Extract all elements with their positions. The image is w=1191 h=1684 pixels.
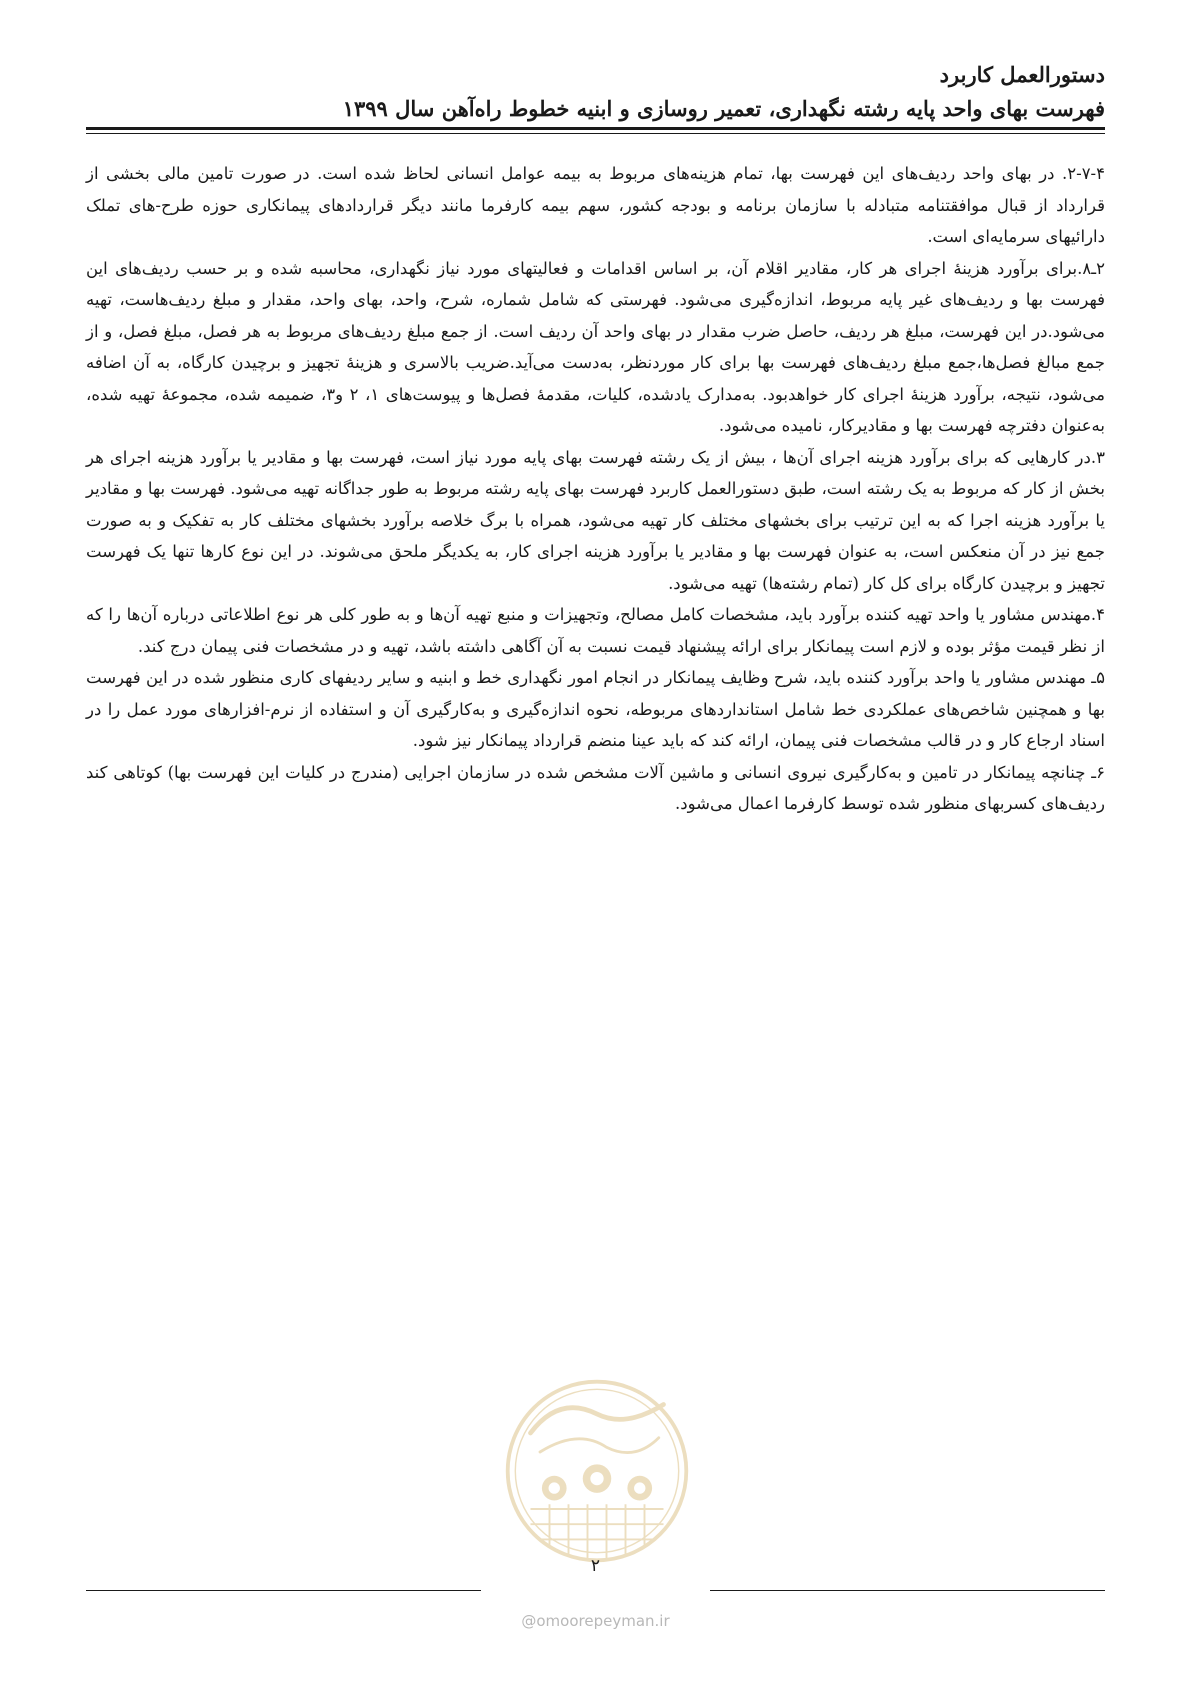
header-rule-thick	[86, 127, 1105, 130]
footer-rule-right	[710, 1590, 1105, 1591]
paragraph-2-7-4: ۲-۷-۴. در بهای واحد ردیف‌های این فهرست بها، تمام هزینه‌های مربوط به بیمه عوامل انسانی لحاظ شده است. در صورت تامین مالی بخشی از قرارداد از قبال موافقتنامه متبادله با سازمان برنامه و بودجه کشور، سهم بیمه کارفرما مانند دیگر قراردادهای پیمانکاری حوزه طرح-های تملک دارائیهای سرمایه‌ای است.	[86, 164, 1105, 246]
paragraph-6: ۶ـ چنانچه پیمانکار در تامین و به‌کارگیری نیروی انسانی و ماشین آلات مشخص شده در سازمان اجرایی (مندرج در کلیات این فهرست بها) کوتاهی کند ردیف‌های کسربهای منظور شده توسط کارفرما اعمال می‌شود.	[86, 762, 1105, 813]
footer-website: @omoorepeyman.ir	[521, 1612, 670, 1630]
seal-watermark-icon	[502, 1376, 692, 1566]
paragraph-4: ۴.مهندس مشاور یا واحد تهیه کننده برآورد باید، مشخصات کامل مصالح، وتجهیزات و منبع تهیه آن‌ها و به طور کلی هر نوع اطلاعاتی درباره آن‌ها را که از نظر قیمت مؤثر بوده و لازم است پیمانکار برای ارائه پیشنهاد قیمت نسبت به آن آگاهی داشته باشد، تهیه و در مشخصات فنی پیمان درج کند.	[86, 605, 1105, 656]
paragraph-5: ۵ـ مهندس مشاور یا واحد برآورد کننده باید، شرح وظایف پیمانکار در انجام امور نگهداری خط و ابنیه و سایر ردیفهای کاری منظور شده در این فهرست بها و همچنین شاخص‌های عملکردی خط شامل استانداردهای مربوطه، نحوه اندازه‌گیری و به‌کارگیری آن و استفاده از نرم-افزارهای مورد عمل را در اسناد ارجاع کار و در قالب مشخصات فنی پیمان، ارائه کند که باید عینا منضم قرارداد پیمانکار نیز شود.	[86, 668, 1105, 750]
document-title: دستورالعمل کاربرد	[939, 62, 1105, 87]
header-rule-thin	[86, 133, 1105, 134]
document-header	[86, 60, 1105, 126]
paragraph-3: ۳.در کارهایی که برای برآورد هزینه اجرای آن‌ها ، بیش از یک رشته فهرست بهای پایه مورد نیاز است، فهرست بها و مقادیر یا برآورد هزینه اجرای هر بخش از کار که مربوط به یک رشته است، طبق دستورالعمل کاربرد فهرست بهای پایه رشته مربوط به طور جداگانه تهیه می‌شود. فهرست بها و مقادیر یا برآورد هزینه اجرا که به این ترتیب برای بخشهای مختلف کار تهیه می‌شود، همراه با برگ خلاصه برآورد بخشهای مختلف کار به تفکیک و به صورت جمع نیز در آن منعکس است، به عنوان فهرست بها و مقادیر یا برآورد هزینه اجرای کار، به یکدیگر ملحق می‌شوند. در این نوع کارها تنها یک فهرست تجهیز و برچیدن کارگاه برای کل کار (تمام رشته‌ها) تهیه می‌شود.	[86, 447, 1105, 593]
footer-rule-left	[86, 1590, 481, 1591]
document-body	[86, 158, 1105, 820]
document-subtitle: فهرست بهای واحد پایه رشته نگهداری، تعمیر روسازی و ابنیه خطوط راه‌آهن سال ۱۳۹۹	[342, 96, 1105, 121]
paragraph-2-8: ۲ـ۸.برای برآورد هزینهٔ اجرای هر کار، مقادیر اقلام آن، بر اساس اقدامات و فعالیتهای مورد نیاز نگهداری، محاسبه شده و بر حسب ردیف‌های این فهرست بها و ردیف‌های غیر پایه مربوط، اندازه‌گیری می‌شود. فهرستی که شامل شماره، شرح، واحد، بهای واحد، مقدار و مبلغ ردیف‌هاست، تهیه می‌شود.در این فهرست، مبلغ هر ردیف، حاصل ضرب مقدار در بهای واحد آن ردیف است. از جمع مبلغ ردیف‌های مربوط به هر فصل، مبلغ فصل، و از جمع مبالغ فصل‌ها،جمع مبلغ ردیف‌های فهرست بها برای کار موردنظر، به‌دست می‌آید.ضریب بالاسری و هزینهٔ تجهیز و برچیدن کارگاه، به آن اضافه می‌شود، نتیجه، برآورد هزینهٔ اجرای کار خواهدبود. به‌مدارک یادشده، کلیات، مقدمهٔ فصل‌ها و پیوست‌های ۱، ۲ و۳، ضمیمه شده، مجموعهٔ تهیه شده، به‌عنوان دفترچه فهرست بها و مقادیرکار، نامیده می‌شود.	[86, 258, 1105, 435]
page-number: ۲	[590, 1556, 601, 1576]
